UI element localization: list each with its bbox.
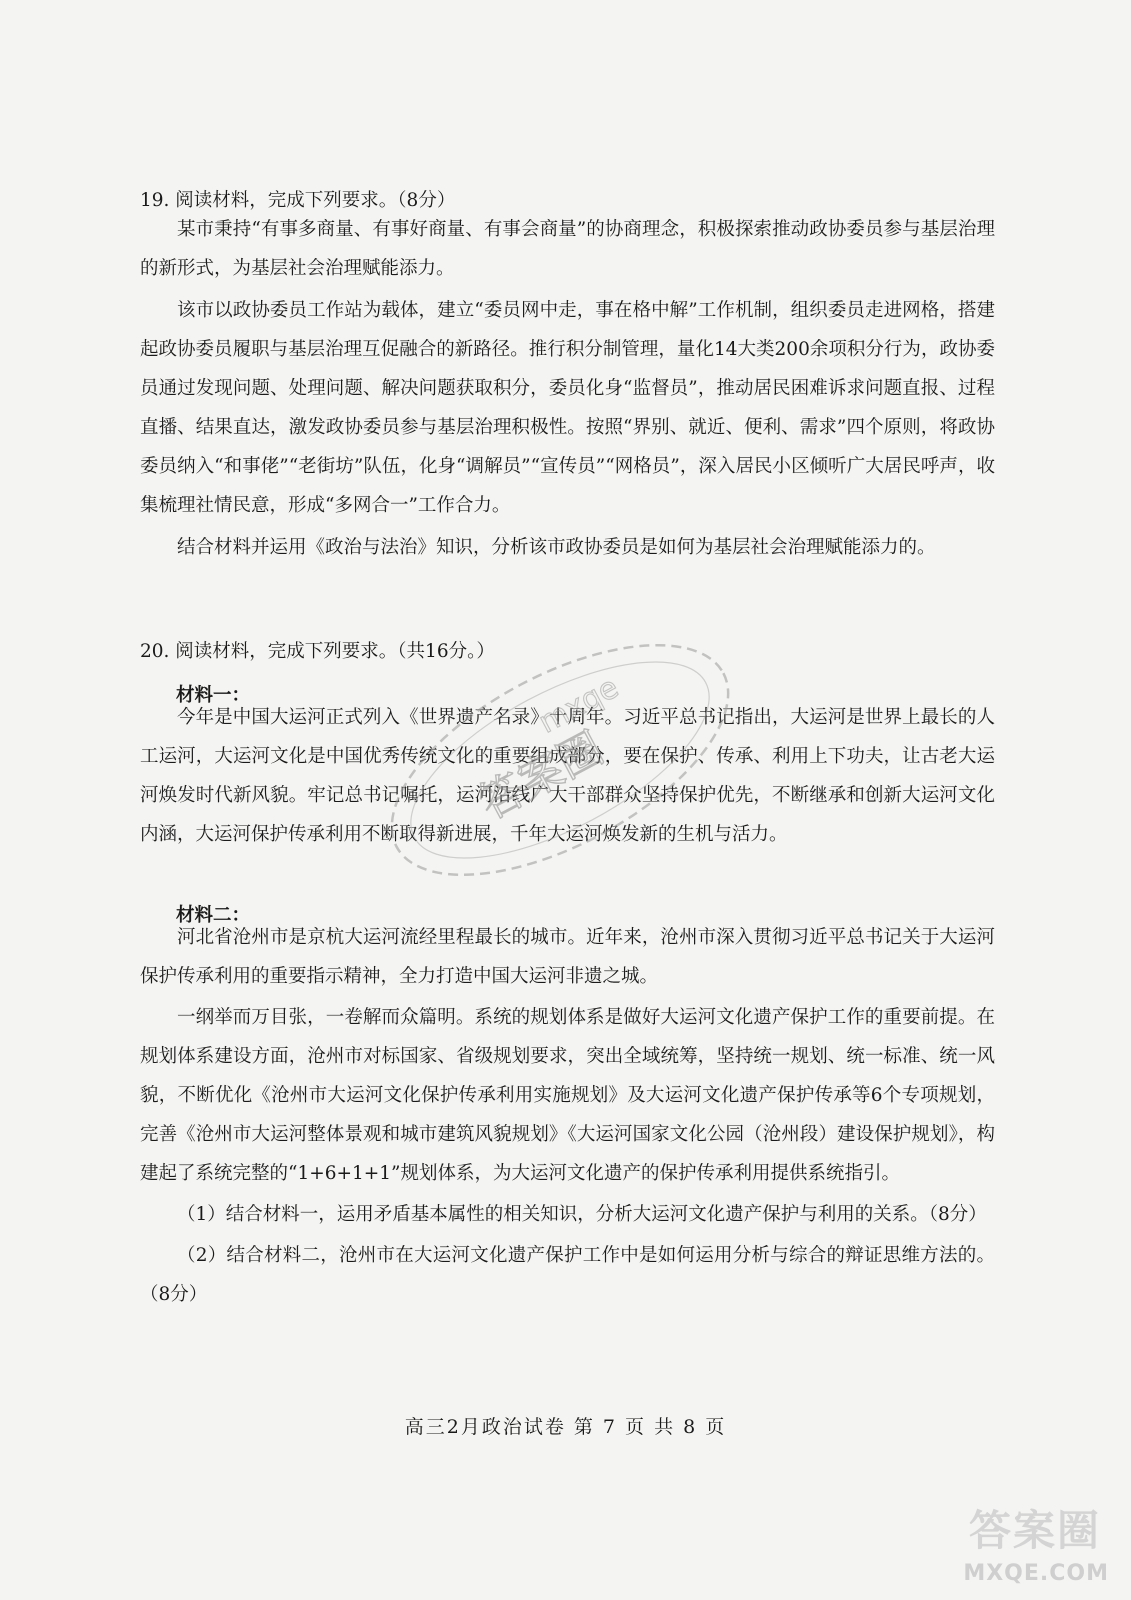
svg-text:mxqe: mxqe [533,670,625,741]
material-2-paragraph-2: 一纲举而万目张，一卷解而众篇明。系统的规划体系是做好大运河文化遗产保护工作的重要前提。在规划体系建设方面，沧州市对标国家、省级规划要求，突出全域统筹，坚持统一规划、统一标准、统一风貌，不断优化《沧州市大运河文化保护传承利用实施规划》及大运河文化遗产保护传承等6个专项规划，完善《沧州市大运河整体景观和城市建筑风貌规划》《大运河国家文化公园（沧州段）建设保护规划》，构建起了系统完整的“1+6+1+1”规划体系，为大运河文化遗产的保护传承利用提供系统指引。 [140,1007,995,1184]
corner-logo-glyph: 答案圈 [968,1506,1101,1555]
q19-question: 结合材料并运用《政治与法治》知识，分析该市政协委员是如何为基层社会治理赋能添力的。 [177,537,936,558]
material-2-label: 材料二： [176,905,251,926]
material-1 [140,698,995,854]
material-2 [140,918,995,1314]
material-1-text: 今年是中国大运河正式列入《世界遗产名录》十周年。习近平总书记指出，大运河是世界上最长的人工运河，大运河文化是中国优秀传统文化的重要组成部分，要在保护、传承、利用上下功夫，让古老大运河焕发时代新风貌。牢记总书记嘱托，运河沿线广大干部群众坚持保护优先，不断继承和创新大运河文化内涵，大运河保护传承利用不断取得新进展，千年大运河焕发新的生机与活力。 [140,707,995,845]
svg-text:答案圈: 答案圈 [471,722,612,830]
q19-paragraph-1: 某市秉持“有事多商量、有事好商量、有事会商量”的协商理念，积极探索推动政协委员参与基层治理的新形式，为基层社会治理赋能添力。 [140,219,995,279]
q19-material [140,210,995,567]
corner-logo-text: MXQE.COM [963,1561,1109,1586]
material-1-label: 材料一： [176,685,251,706]
q20-header: 20. 阅读材料，完成下列要求。（共16分。） [140,641,495,662]
page-footer: 高三2月政治试卷 第 7 页 共 8 页 [404,1416,727,1438]
sub-question-2: （2）结合材料二，沧州市在大运河文化遗产保护工作中是如何运用分析与综合的辩证思维方法的。（8分） [140,1245,995,1305]
q19-header: 19. 阅读材料，完成下列要求。（8分） [140,190,456,211]
q19-paragraph-2: 该市以政协委员工作站为载体，建立“委员网中走，事在格中解”工作机制，组织委员走进网格，搭建起政协委员履职与基层治理互促融合的新路径。推行积分制管理，量化14大类200余项积分行为，政协委员通过发现问题、处理问题、解决问题获取积分，委员化身“监督员”，推动居民困难诉求问题直报、过程直播、结果直达，激发政协委员参与基层治理积极性。按照“界别、就近、便利、需求”四个原则，将政协委员纳入“和事佬”“老街坊”队伍，化身“调解员”“宣传员”“网格员”，深入居民小区倾听广大居民呼声，收集梳理社情民意，形成“多网合一”工作合力。 [140,300,995,516]
material-2-paragraph-1: 河北省沧州市是京杭大运河流经里程最长的城市。近年来，沧州市深入贯彻习近平总书记关于大运河保护传承利用的重要指示精神，全力打造中国大运河非遗之城。 [140,927,995,987]
sub-question-1: （1）结合材料一，运用矛盾基本属性的相关知识，分析大运河文化遗产保护与利用的关系。（8分） [177,1204,987,1225]
